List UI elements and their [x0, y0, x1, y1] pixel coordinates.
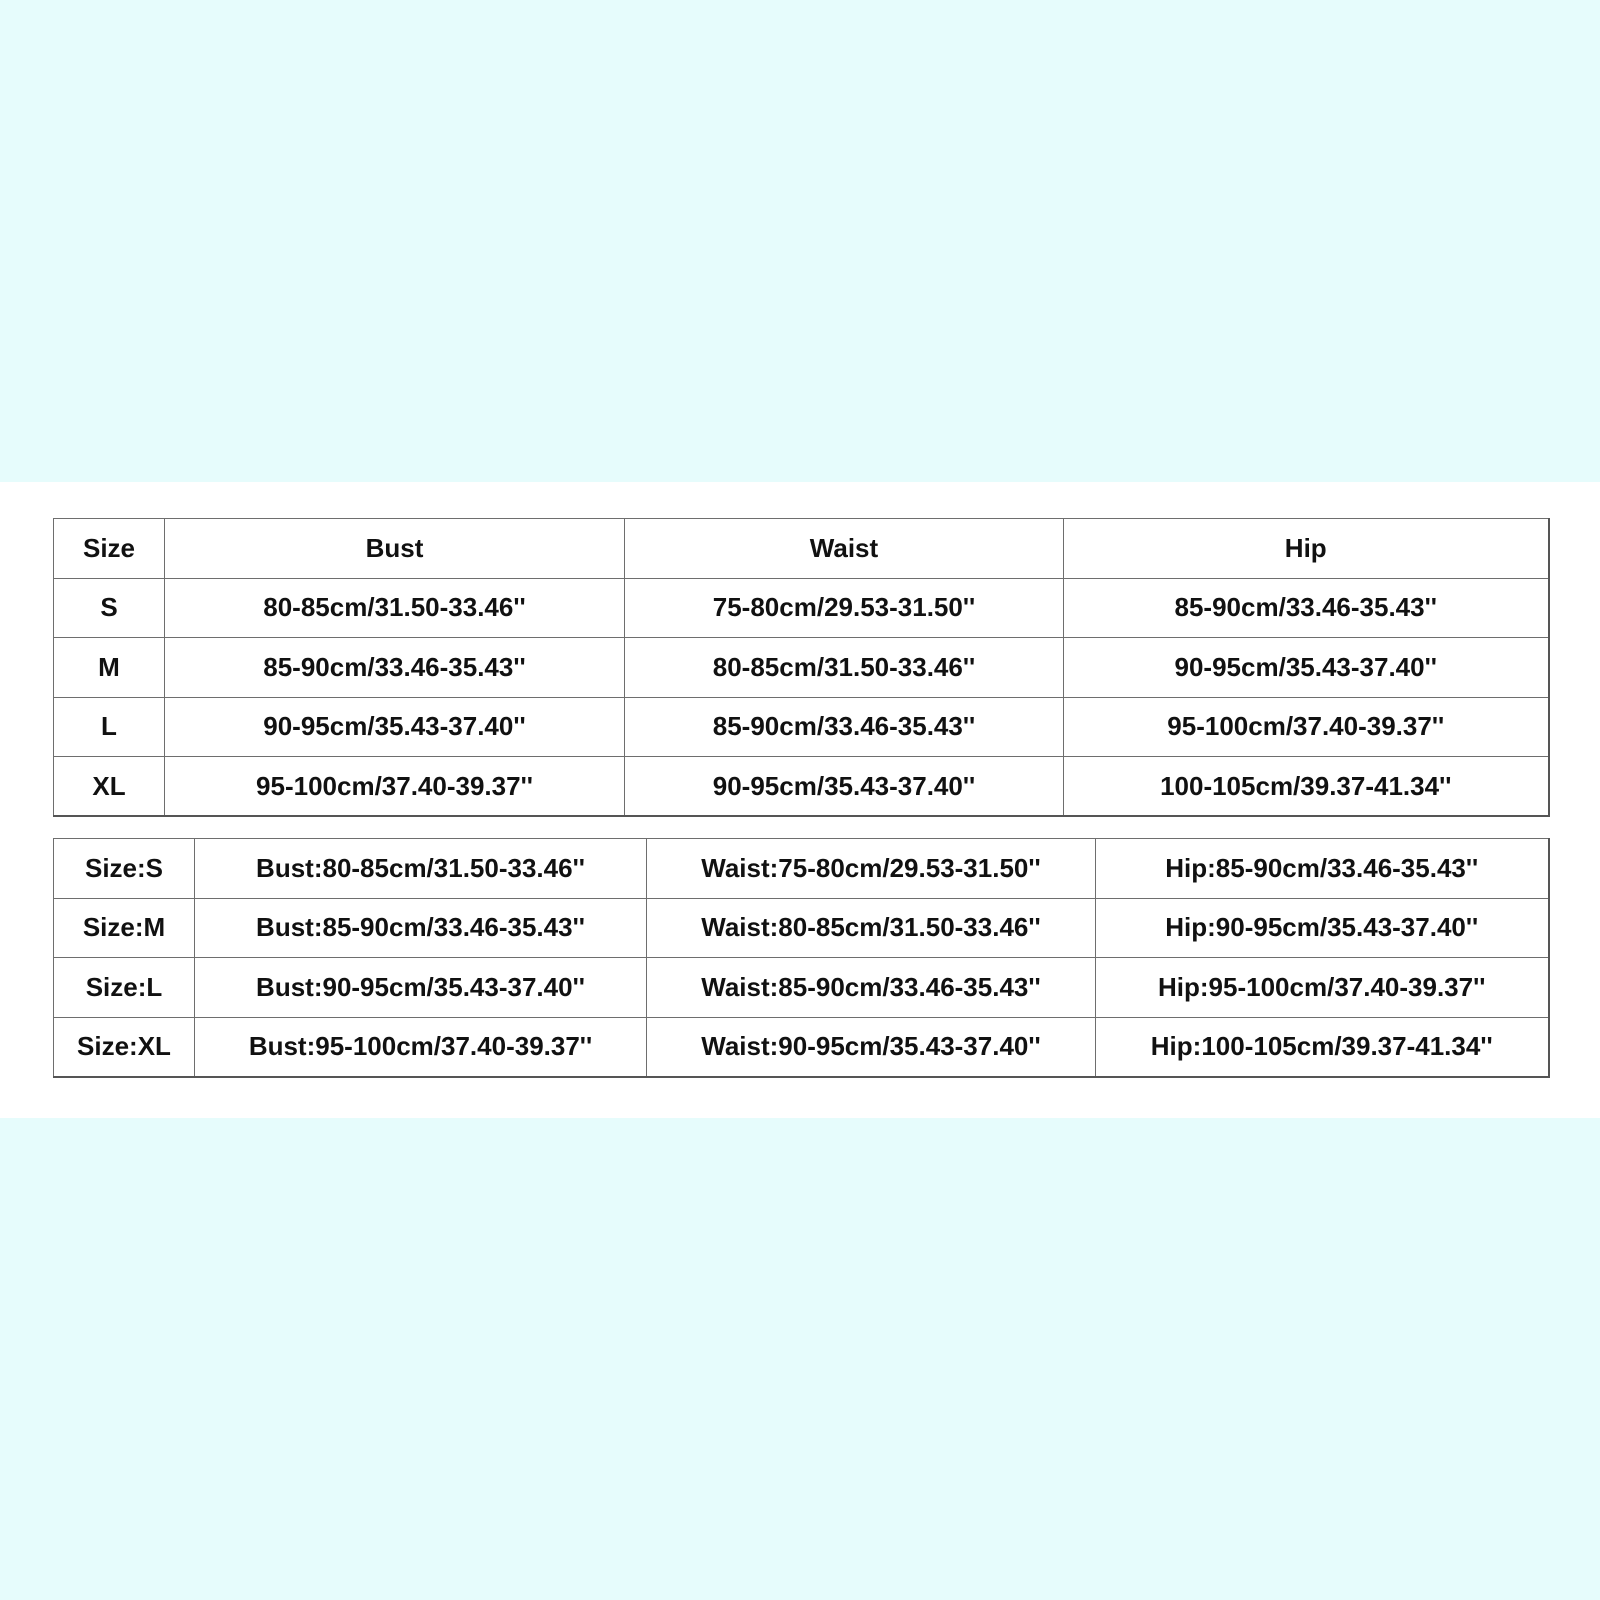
hip-cell: 90-95cm/35.43-37.40'' — [1064, 638, 1549, 698]
table-row — [54, 638, 1549, 698]
bust-cell: 95-100cm/37.40-39.37'' — [165, 757, 625, 817]
bust-cell: 80-85cm/31.50-33.46'' — [165, 578, 625, 638]
waist-cell: 85-90cm/33.46-35.43'' — [625, 697, 1064, 757]
bust-cell: Bust:90-95cm/35.43-37.40'' — [195, 958, 647, 1018]
size-chart-table — [53, 518, 1550, 817]
table-header-row — [54, 519, 1549, 579]
size-cell: M — [54, 638, 165, 698]
bust-cell: Bust:85-90cm/33.46-35.43'' — [195, 898, 647, 958]
hip-cell: Hip:95-100cm/37.40-39.37'' — [1096, 958, 1549, 1018]
waist-cell: Waist:80-85cm/31.50-33.46'' — [647, 898, 1096, 958]
waist-cell: Waist:85-90cm/33.46-35.43'' — [647, 958, 1096, 1018]
hip-cell: 95-100cm/37.40-39.37'' — [1064, 697, 1549, 757]
waist-cell: 80-85cm/31.50-33.46'' — [625, 638, 1064, 698]
table-row — [54, 898, 1549, 958]
bust-cell: 90-95cm/35.43-37.40'' — [165, 697, 625, 757]
table-row — [54, 578, 1549, 638]
hip-cell: Hip:85-90cm/33.46-35.43'' — [1096, 839, 1549, 899]
size-cell: S — [54, 578, 165, 638]
bust-cell: Bust:80-85cm/31.50-33.46'' — [195, 839, 647, 899]
size-cell: Size:XL — [54, 1017, 195, 1077]
size-detail-table — [53, 838, 1550, 1078]
size-cell: L — [54, 697, 165, 757]
waist-cell: 90-95cm/35.43-37.40'' — [625, 757, 1064, 817]
size-cell: Size:S — [54, 839, 195, 899]
hip-cell: 85-90cm/33.46-35.43'' — [1064, 578, 1549, 638]
size-cell: Size:M — [54, 898, 195, 958]
table-row — [54, 839, 1549, 899]
header-size: Size — [54, 519, 165, 579]
header-waist: Waist — [625, 519, 1064, 579]
size-cell: Size:L — [54, 958, 195, 1018]
hip-cell: Hip:90-95cm/35.43-37.40'' — [1096, 898, 1549, 958]
table-row — [54, 1017, 1549, 1077]
table-row — [54, 697, 1549, 757]
table-row — [54, 958, 1549, 1018]
header-bust: Bust — [165, 519, 625, 579]
table-row — [54, 757, 1549, 817]
bust-cell: 85-90cm/33.46-35.43'' — [165, 638, 625, 698]
hip-cell: Hip:100-105cm/39.37-41.34'' — [1096, 1017, 1549, 1077]
waist-cell: Waist:75-80cm/29.53-31.50'' — [647, 839, 1096, 899]
waist-cell: 75-80cm/29.53-31.50'' — [625, 578, 1064, 638]
hip-cell: 100-105cm/39.37-41.34'' — [1064, 757, 1549, 817]
bust-cell: Bust:95-100cm/37.40-39.37'' — [195, 1017, 647, 1077]
size-cell: XL — [54, 757, 165, 817]
header-hip: Hip — [1064, 519, 1549, 579]
waist-cell: Waist:90-95cm/35.43-37.40'' — [647, 1017, 1096, 1077]
